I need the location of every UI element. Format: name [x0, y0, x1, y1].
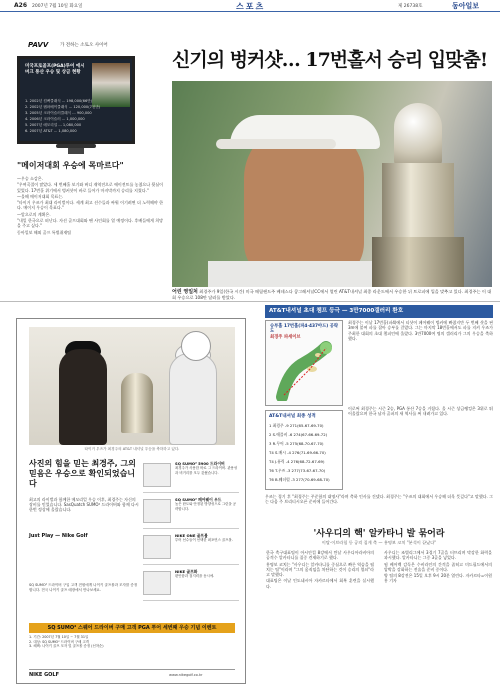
interview-paragraph: "내일 한국으로 떠난다. 자선 골프대회와 팬 사인회를 열 예정이다. 후배들에게 희망을 주고 싶다." [17, 218, 163, 229]
course-map-box [265, 320, 343, 406]
story2-subhead: 이탈·이브라힘 등 공격 집게 축 — 홍명보 코치 "분석이 끝났다" [321, 540, 437, 545]
ad-promo-text: SQ SUMO² 드라이버 구입 고객 전원에게 나이키 골프볼과 모자를 증정합니다. 전국 나이키 골프 매장에서 만나보세요. [29, 583, 138, 592]
newspaper-logo: 동아일보 [452, 2, 480, 10]
tv-graphic [17, 56, 135, 144]
story2-column-1 [266, 550, 374, 686]
page-header [0, 0, 500, 12]
product-name: NIKE 골프화 [175, 569, 198, 574]
hole-map-icon [274, 341, 336, 401]
event-row: 3. 혜택: 나이키 골프 모자 및 골프볼 증정 (선착순) [29, 644, 104, 649]
product-desc: 높은 탄도와 안정된 방향성으로 그린을 공략합니다. [175, 502, 237, 511]
story2-headline: '사우디의 핵' 알카타니 발 묶어라 [313, 529, 445, 539]
tv-row: 2. 2002년 템파베이클래식 ... 120,000(7천만) [25, 105, 101, 109]
course-map-title [270, 324, 342, 340]
nike-advertisement [16, 318, 246, 684]
tv-title: 미국프로골프(PGA)투어 애시버크 통산 우승 및 상금 현황 [25, 64, 85, 75]
score-row: T4 J.퓨릭 -4 276(68-72-67-69) [269, 459, 325, 464]
product-card [143, 567, 239, 601]
tv-row: 1. 2002년 컴팩클래식 ... 198,000(66만) [25, 99, 93, 103]
main-photo [172, 81, 492, 287]
caption-text: 최경주가 9일(한국 시간) 미국 메릴랜드주 베데스다 콩그레셔널CC에서 열린 AT&T내셔널 최종 라운드에서 우승한 뒤 트로피에 입을 맞추고 있다. 최경주는 이 대회 우승으로 108만 달러를 받았다. [172, 289, 492, 301]
score-row: 2 S.애플비 -6 274(67-66-69-72) [269, 432, 328, 437]
ad-photo [29, 327, 235, 445]
section-title: 스포츠 [236, 2, 266, 11]
cap-brim [216, 139, 336, 149]
trophy-icon [372, 103, 464, 287]
event-row: 2. 대상: SQ SUMO² 드라이버 구매 고객 [29, 639, 90, 644]
course-subtitle: 최경주 파세이브 [270, 334, 301, 340]
product-desc: 편안함과 접지력을 동시에. [175, 574, 215, 579]
product-card [143, 531, 239, 565]
product-desc: 최경주가 사용한 바로 그 드라이버. 관용성과 비거리를 모두 갖췄습니다. [175, 466, 238, 475]
event-details [29, 635, 235, 663]
results-paragraph: 최경주는 이날 17번홀(파4)에서 티샷이 페어웨이 벙커에 빠졌지만 두 번째 샷을 핀 3m에 붙여 파를 잡아 승부를 갈랐다. 그는 마지막 18번홀에서도 파를 지켜 우즈가 주최한 대회의 초대 챔피언에 올랐다. 3만7000여 명의 갤러리가 그의 우승을 축하했다. [348, 320, 493, 341]
ad-headline: 사진의 힘을 믿는 최경주, 그의 믿음은 우승으로 확인되었습니다 [29, 459, 136, 488]
interview-paragraph: —앞으로의 계획은. [17, 211, 51, 217]
interview-paragraph: —우승 소감은. [17, 176, 43, 181]
interview-paragraph: "우여곡절이 많았다. 세 번째홀 보기와 버디 재역전으로 에이전트를 놓쳤으나 뒷심이 있었다. 17번홀 위기에서 벙커샷이 바로 들어가 마지막까지 승리를 지켰다." [17, 182, 163, 193]
golf-shoe-icon [143, 571, 171, 595]
interview-paragraph: "타이거 우즈가 최대 라이벌이다. 세계 최고 선수들과 싸워 이기려면 더 노력해야 한다. 메이저 우승이 목표다." [17, 200, 163, 211]
story2-paragraph: 양 팀의 8강전은 15일 오후 9시 20분 열린다. 자카르타=이원홍 기자 [384, 573, 492, 584]
interview-body [17, 176, 163, 266]
results-article-cont [348, 406, 493, 492]
results-banner: AT&T내셔널 초대 챔프 등극 — 3만7000갤러리 환호 [265, 305, 493, 318]
tv-row: 3. 2005년 크라이슬러클래식 ... 900,000 [25, 111, 92, 115]
product-name: SQ SUMO² 페어웨이 우드 [175, 497, 222, 502]
driver-icon [143, 463, 171, 487]
interview-signature: 동아일보 해외 골프 특별취재팀 [17, 229, 72, 235]
story2-paragraph: 한국 축구대표팀이 아시안컵 8강에서 만날 사우디아라비아의 공격수 알카타니를 집중 견제하기로 했다. [266, 550, 374, 561]
trophy-dome [394, 103, 442, 165]
pavv-subtitle: 가 전하는 소토오 사이어 [60, 43, 108, 48]
page-number: A26 [14, 2, 27, 9]
tv-row: 5. 2007년 메모리얼 ... 1,080,000 [25, 123, 82, 127]
trophy-body [382, 163, 454, 237]
nike-url: www.nikegolf.co.kr [169, 673, 203, 677]
product-name: NIKE ONE 골프볼 [175, 533, 208, 538]
interview-paragraph: —올해 메이저대회 목표는. [17, 193, 64, 199]
product-card [143, 459, 239, 493]
story2-column-2 [384, 550, 492, 686]
main-headline: 신기의 벙커샷… 17번홀서 승리 입맞춤! [172, 49, 488, 71]
tv-row: 4. 2006년 크라이슬러 ... 1,000,000 [25, 117, 85, 121]
trophy-base [372, 237, 464, 287]
event-banner: SQ SUMO² 스퀘어 드라이버 구매 고객 PGA 투어 세번째 우승 기념 이벤트 [29, 623, 235, 633]
interview-title: "메이저대회 우승에 목마르다" [17, 161, 124, 170]
results-article-end [265, 494, 493, 524]
story2-paragraph: 홍명보 코치는 "사우디는 알카타니를 중심으로 빠른 역습을 펼치는 팀"이라며 "그의 움직임을 차단하는 것이 승리의 열쇠"라고 말했다. [266, 561, 374, 578]
score-row: T4 S.매시 -4 276(71-69-66-70) [269, 450, 326, 455]
caption-lead: 어린 영일처 [172, 289, 198, 295]
pavv-brand: PAVV [28, 41, 49, 49]
tv-row: 6. 2007년 AT&T ... 1,080,000 [25, 129, 77, 133]
divider [0, 301, 500, 302]
choi-figure [169, 353, 217, 445]
woods-figure [59, 349, 107, 445]
course-title-text: 승부홀 17번홀(파4·437야드) 공략도 [270, 324, 338, 335]
product-name: SQ SUMO² 5900 드라이버 [175, 461, 225, 466]
score-row: T6 B.웨더럴 -3 277(70-69-68-70) [269, 477, 330, 482]
issue-number: 제 26738호 [398, 4, 423, 9]
score-row: 1 최경주 -9 271(65-67-69-70) [269, 423, 324, 428]
nike-logo: NIKE GOLF [29, 672, 60, 678]
results-paragraph: 우즈는 경기 후 "최경주는 꾸준함의 대명사"라며 축하 인사를 건넸다. 최경주는 "우즈의 대회에서 우승해 더욱 뜻깊다"고 말했다. 그는 다음 주 브리티시오픈 준비에 들어간다. [265, 494, 493, 505]
ad-photo-caption: 타이거 우즈가 최경주의 AT&T 내셔널 우승을 축하하고 있다. [84, 447, 180, 451]
scores-title: AT&T내셔널 최종 성적 [269, 414, 316, 419]
tv-stand-base [68, 148, 84, 154]
photo-caption [172, 289, 492, 301]
product-card [143, 495, 239, 529]
results-article [348, 320, 493, 400]
signature-badge-icon [181, 331, 211, 361]
ad-body: 최고의 라이벌과 함께한 메모리얼 우승 이후, 최경주는 자신의 장비를 믿었습니다. SasQuatch SUMO² 드라이버와 함께 다시 한번 정상에 올랐습니다. [29, 497, 139, 513]
score-row: 3 R.무어 -5 275(68-70-67-70) [269, 441, 324, 446]
ad-slogan: Just Play — Nike Golf [29, 533, 88, 539]
ad-trophy-icon [121, 373, 153, 433]
story2-paragraph: 핌 베어벡 감독은 수비라인의 간격을 좁히고 미드필드에서의 압박을 강화하는 전술을 준비 중이다. [384, 561, 492, 572]
final-scores-table [265, 410, 343, 490]
product-desc: 투어 선수들이 선택한 퍼포먼스 골프볼. [175, 538, 233, 543]
results-paragraph: 이로써 최경주는 시즌 2승, PGA 통산 7승을 거뒀다. 올 시즌 상금랭킹은 3위로 뛰어올랐으며 한국 남자 골퍼의 새 역사를 써 내려가고 있다. [348, 406, 493, 417]
event-row: 1. 기간: 2007년 7월 10일 ~ 7월 31일 [29, 635, 89, 639]
story2-paragraph: 대표팀은 이날 인도네시아 자카르타에서 회복 훈련을 실시했다. [266, 578, 374, 589]
golf-ball-icon [143, 535, 171, 559]
story2-paragraph: 사우디는 조별리그에서 3경기 7골을 터뜨리며 막강한 화력을 과시했다. 알카타니는 그중 3골을 넣었다. [384, 550, 492, 561]
ad-footer [29, 669, 235, 679]
wood-icon [143, 499, 171, 523]
issue-date: 2007년 7월 10일 화요일 [32, 4, 83, 9]
score-row: T6 T.우즈 -3 277(73-67-67-70) [269, 468, 326, 473]
